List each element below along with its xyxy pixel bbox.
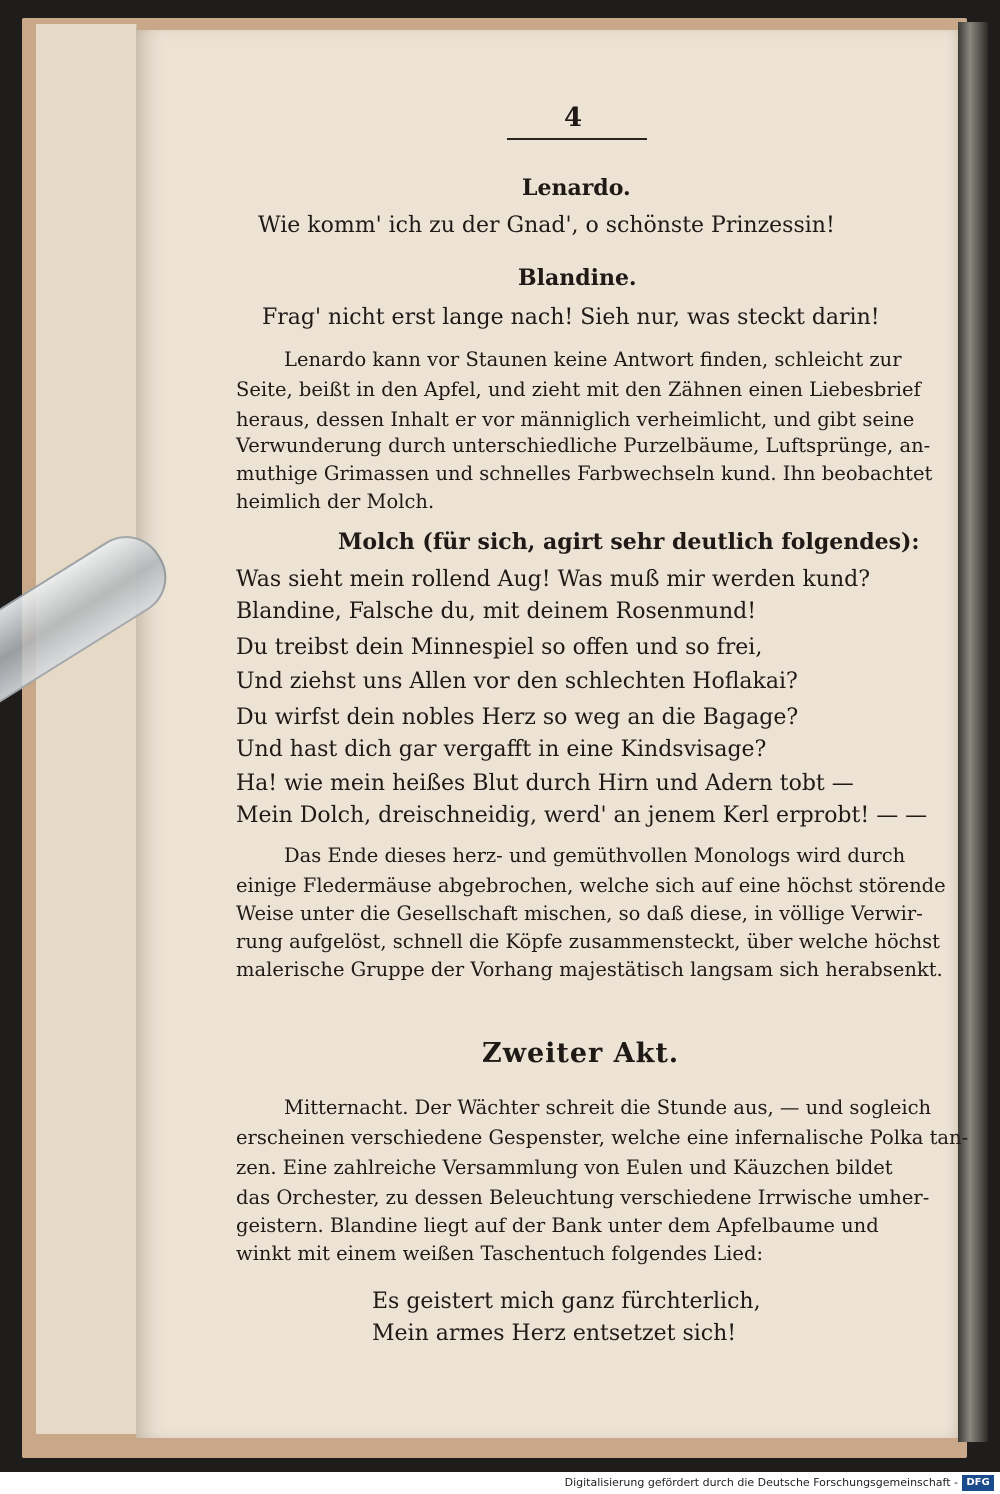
verse-line: Mein armes Herz entsetzet sich!	[372, 1321, 737, 1346]
verse-line: Und hast dich gar vergafft in eine Kindsvisage?	[236, 737, 767, 762]
stage-direction-line: Lenardo kann vor Staunen keine Antwort finden, schleicht zur	[284, 348, 902, 371]
book-spine	[958, 22, 988, 1442]
verse-line: Es geistert mich ganz fürchterlich,	[372, 1289, 761, 1314]
verse-line: Ha! wie mein heißes Blut durch Hirn und Adern tobt —	[236, 771, 854, 796]
digitization-footer	[0, 1472, 1000, 1494]
stage-direction-line: rung aufgelöst, schnell die Köpfe zusammensteckt, über welche höchst	[236, 930, 941, 953]
header-rule	[507, 138, 647, 140]
stage-direction-line: Seite, beißt in den Apfel, und zieht mit den Zähnen einen Liebesbrief	[236, 378, 921, 401]
verse-line: Du treibst dein Minnespiel so offen und so frei,	[236, 635, 763, 660]
dfg-logo-icon: DFG	[962, 1475, 994, 1491]
verse-line: Frag' nicht erst lange nach! Sieh nur, was steckt darin!	[262, 305, 880, 330]
verse-line: Mein Dolch, dreischneidig, werd' an jenem Kerl erprobt! — —	[236, 803, 928, 828]
stage-direction-line: Mitternacht. Der Wächter schreit die Stunde aus, — und sogleich	[284, 1096, 932, 1119]
verse-line: Was sieht mein rollend Aug! Was muß mir werden kund?	[236, 567, 871, 592]
stage-direction-line: einige Fledermäuse abgebrochen, welche sich auf eine höchst störende	[236, 874, 946, 897]
stage-direction-line: muthige Grimassen und schnelles Farbwechseln kund. Ihn beobachtet	[236, 462, 933, 485]
act-title: Zweiter Akt.	[482, 1038, 680, 1069]
stage-direction-line: heimlich der Molch.	[236, 490, 435, 513]
footer-credit: Digitalisierung gefördert durch die Deutsche Forschungsgemeinschaft -	[564, 1476, 958, 1489]
verse-line: Du wirfst dein nobles Herz so weg an die Bagage?	[236, 705, 799, 730]
stage-direction-line: erscheinen verschiedene Gespenster, welche eine infernalische Polka tan-	[236, 1126, 969, 1149]
stage-direction-line: geistern. Blandine liegt auf der Bank unter dem Apfelbaume und	[236, 1214, 879, 1237]
stage-direction-line: Weise unter die Gesellschaft mischen, so daß diese, in völlige Verwir-	[236, 902, 923, 925]
speaker-lenardo: Lenardo.	[522, 175, 631, 201]
stage-direction-line: winkt mit einem weißen Taschentuch folgendes Lied:	[236, 1242, 764, 1265]
stage-direction-line: heraus, dessen Inhalt er vor männiglich verheimlicht, und gibt seine	[236, 408, 915, 431]
verse-line: Blandine, Falsche du, mit deinem Rosenmund!	[236, 599, 757, 624]
page-number: 4	[564, 103, 583, 133]
speaker-blandine: Blandine.	[518, 265, 637, 291]
previous-page-edge	[36, 24, 137, 1434]
stage-direction-line: zen. Eine zahlreiche Versammlung von Eulen und Käuzchen bildet	[236, 1156, 893, 1179]
stage-direction-line: malerische Gruppe der Vorhang majestätisch langsam sich herabsenkt.	[236, 958, 943, 981]
speaker-molch: Molch (für sich, agirt sehr deutlich folgendes):	[338, 529, 920, 555]
verse-line: Und ziehst uns Allen vor den schlechten Hoflakai?	[236, 669, 798, 694]
stage-direction-line: das Orchester, zu dessen Beleuchtung verschiedene Irrwische umher-	[236, 1186, 930, 1209]
verse-line: Wie komm' ich zu der Gnad', o schönste Prinzessin!	[258, 213, 835, 238]
stage-direction-line: Verwunderung durch unterschiedliche Purzelbäume, Luftsprünge, an-	[236, 434, 931, 457]
stage-direction-line: Das Ende dieses herz- und gemüthvollen Monologs wird durch	[284, 844, 906, 867]
